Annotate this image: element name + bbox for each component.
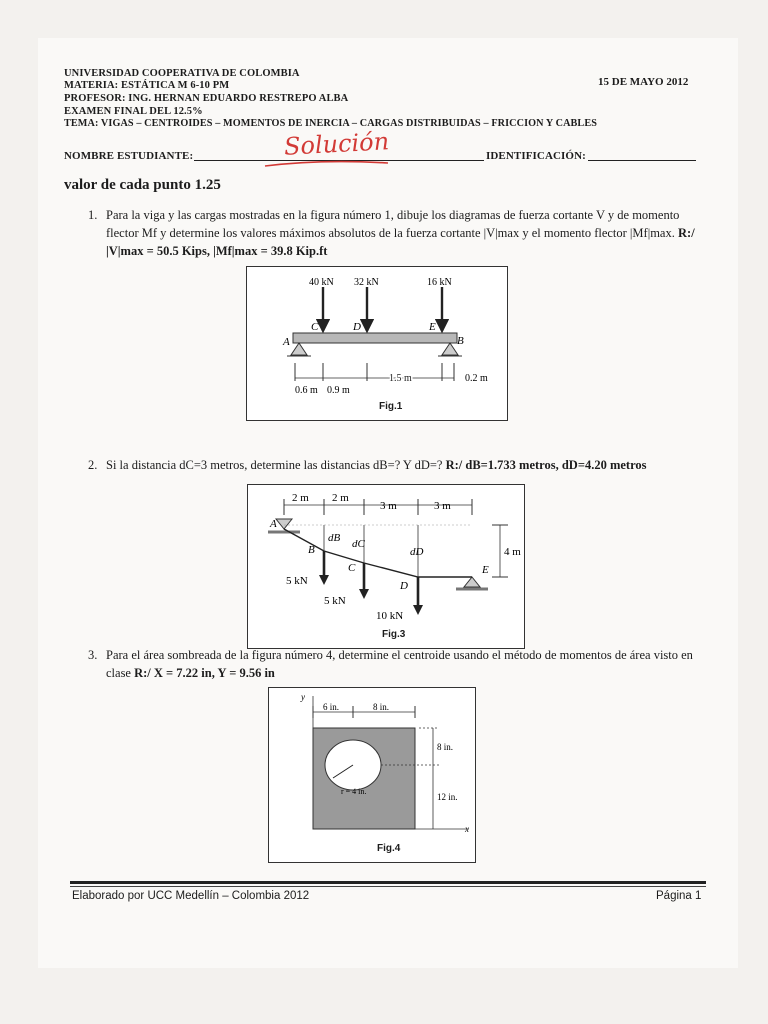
question-3-number: 3.	[88, 648, 98, 662]
point-e: E	[429, 321, 436, 333]
signature-underline	[262, 157, 392, 171]
support-e	[464, 577, 480, 587]
question-2-answer: R:/ dB=1.733 metros, dD=4.20 metros	[445, 458, 647, 472]
dim-0-6: 0.6 m	[295, 385, 318, 396]
point-b: B	[457, 335, 464, 347]
question-3-text: Para el área sombreada de la figura número 4, determine el centroide usando el método de momentos de área visto en clase	[106, 648, 693, 680]
d-c-label: dC	[352, 538, 365, 550]
load-label-b: 5 kN	[286, 575, 308, 587]
topic-line: TEMA: VIGAS – CENTROIDES – MOMENTOS DE INERCIA – CARGAS DISTRIBUIDAS – FRICCION Y CABLES	[64, 118, 597, 129]
question-2-number: 2.	[88, 458, 98, 472]
load-label-c: 5 kN	[324, 595, 346, 607]
span-3: 3 m	[380, 500, 397, 512]
student-name-label: NOMBRE ESTUDIANTE:	[64, 150, 194, 162]
axis-x-label: x	[465, 824, 469, 834]
question-3	[88, 646, 704, 682]
point-c: C	[311, 321, 319, 333]
question-1-number: 1.	[88, 208, 98, 222]
span-4: 3 m	[434, 500, 451, 512]
figure-1-caption: Fig.1	[379, 401, 403, 412]
exam-date: 15 DE MAYO 2012	[598, 76, 689, 88]
figure-4-caption: Fig.4	[377, 843, 401, 854]
point-b: B	[308, 544, 315, 556]
question-1-text: Para la viga y las cargas mostradas en la figura número 1, dibuje los diagramas de fuerza cortante V y de momento flector Mf y determine los valores máximos absolutos de la fuerza cortante |V|max y el momento flector |Mf|max.	[106, 208, 680, 240]
figure-3	[247, 484, 525, 649]
question-1	[88, 206, 704, 260]
load-label-2: 32 kN	[354, 277, 379, 288]
load-label-1: 40 kN	[309, 277, 334, 288]
dim-0-9: 0.9 m	[327, 385, 350, 396]
span-2: 2 m	[332, 492, 349, 504]
footer-credit: Elaborado por UCC Medellín – Colombia 2012	[72, 890, 310, 902]
page-number: Página 1	[656, 890, 702, 902]
dim-8-in-top: 8 in.	[373, 702, 390, 712]
point-c: C	[348, 562, 356, 574]
id-label: IDENTIFICACIÓN:	[486, 150, 586, 162]
height-label: 4 m	[504, 546, 521, 558]
dim-6-in: 6 in.	[323, 702, 340, 712]
beam-diagram	[247, 267, 507, 420]
dim-12-in: 12 in.	[437, 792, 458, 802]
beam	[293, 333, 457, 343]
question-3-answer: R:/ X = 7.22 in, Y = 9.56 in	[134, 666, 275, 680]
support-a	[276, 519, 292, 529]
points-subtitle: valor de cada punto 1.25	[64, 177, 221, 193]
area-diagram	[269, 688, 475, 862]
d-d-label: dD	[410, 546, 424, 558]
exam-line: EXAMEN FINAL DEL 12.5%	[64, 106, 203, 117]
point-a: A	[283, 336, 290, 348]
professor-line: PROFESOR: ING. HERNAN EDUARDO RESTREPO ALBA	[64, 93, 349, 104]
question-2	[88, 456, 704, 474]
footer-rule-thin	[70, 886, 706, 887]
dim-8-in-side: 8 in.	[437, 742, 454, 752]
point-e: E	[482, 564, 489, 576]
point-d: D	[400, 580, 408, 592]
point-d: D	[353, 321, 361, 333]
university-line: UNIVERSIDAD COOPERATIVA DE COLOMBIA	[64, 68, 300, 79]
figure-3-caption: Fig.3	[382, 629, 406, 640]
d-b-label: dB	[328, 532, 341, 544]
radius-label: r = 4 in.	[341, 787, 367, 796]
student-name-handwritten: Solución	[283, 127, 390, 161]
question-1-answer: R:/ |V|max = 50.5 Kips, |Mf|max = 39.8 Kip.ft	[106, 226, 695, 258]
footer-rule	[70, 881, 706, 884]
load-label-d: 10 kN	[376, 610, 404, 622]
load-label-3: 16 kN	[427, 277, 452, 288]
dim-0-2: 0.2 m	[465, 373, 488, 384]
support-b	[442, 343, 458, 355]
axis-y-label: y	[301, 692, 305, 702]
span-1: 2 m	[292, 492, 309, 504]
cable-diagram	[248, 485, 524, 648]
dim-1-5: 1.5 m	[389, 373, 412, 384]
figure-4	[268, 687, 476, 863]
support-a	[291, 343, 307, 355]
subject-line: MATERIA: ESTÁTICA M 6-10 PM	[64, 80, 230, 91]
id-line	[588, 160, 696, 161]
figure-1	[246, 266, 508, 421]
point-a: A	[270, 518, 277, 530]
question-2-text: Si la distancia dC=3 metros, determine las distancias dB=? Y dD=?	[106, 458, 443, 472]
